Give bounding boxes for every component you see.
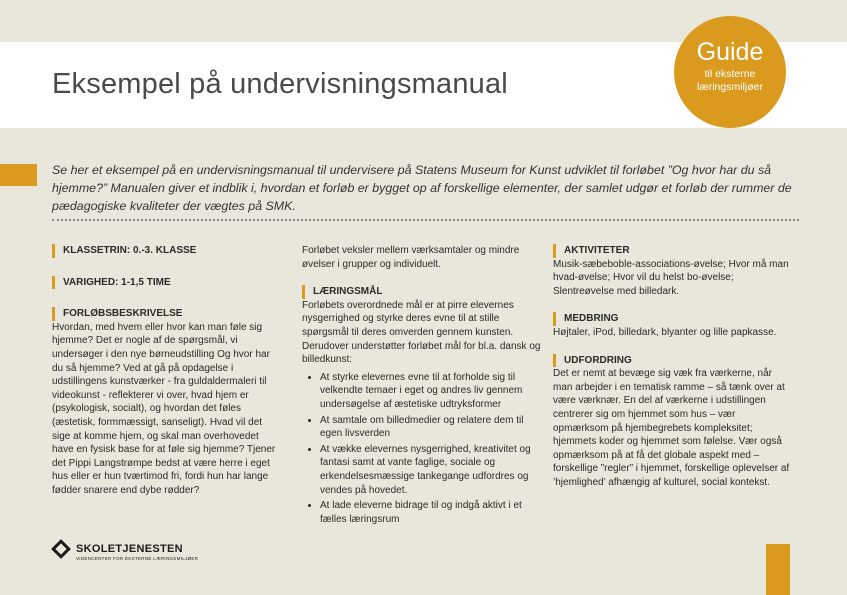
udfordring-text: Det er nemt at bevæge sig væk fra værkerne, når man arbejder i en tematisk ramme – så tænk over at være værknær. En del af værkerne i udstillingen centrerer sig om hjemmet som hus – vær opmærksom på hjembegrebets kompleksitet; hjemmets koder og hjemmet som følelse. Vær også opmærksom på at få det globale aspekt med – forskellige ”regler” i hjemmet, forskellige oplevelser af ’hjemlighed’ afhængig af kulturel, social kontekst. bbox=[553, 368, 790, 488]
list-item: • At samtale om billedmedier og relatere dem til egen livsverden bbox=[320, 414, 542, 441]
intro-text: Se her et eksempel på en undervisningsmanual til undervisere på Statens Museum for Kunst udviklet til forløbet ”Og hvor har du så hjemme?” Manualen giver et indblik i, hvordan et forløb er bygget op af forskellige elementer, der samlet udgør et forløb der rummer de pædagogiske kvaliteter der vægtes på SMK. bbox=[52, 163, 792, 213]
logo-subtitle: VIDENCENTER FOR EKSTERNE LÆRINGSMILJØER bbox=[76, 556, 199, 561]
laering-heading: LÆRINGSMÅL bbox=[302, 285, 542, 299]
column-2 bbox=[302, 244, 542, 528]
guide-badge bbox=[674, 16, 786, 128]
forloeb-heading: FORLØBSBESKRIVELSE bbox=[52, 307, 280, 321]
aktiviteter-heading: AKTIVITETER bbox=[553, 244, 793, 258]
col2-intro-text: Forløbet veksler mellem værksamtaler og mindre øvelser i grupper og individuelt. bbox=[302, 245, 520, 270]
logo-name: SKOLETJENESTEN bbox=[76, 543, 183, 555]
list-item: • At lade eleverne bidrage til og indgå aktivt i et fælles læringsrum bbox=[320, 499, 542, 526]
intro-accent-bar bbox=[0, 164, 37, 186]
forloeb-text: Hvordan, med hvem eller hvor kan man føle sig hjemme? Det er nogle af de spørgsmål, vi undersøger i den nye børneudstilling Og hvor har du så hjemme? Ved at gå på opdagelse i udstillingens kunstværker - fra guldaldermaleri til videokunst - reflekterer vi over, hvad hjem er (psykologisk, socialt), og hvordan det føles (æstetisk, formmæssigt, sanseligt). Hvad vil det sige at komme hjem, og skal man overhovedet have en fysisk base for at føle sig hjemme? Tjener det Pippi Langstrømpe bedst at være herre i eget hus eller er hun tværtimod fri, fordi hun har lange fødder snarere end dybe rødder? bbox=[52, 321, 276, 496]
badge-subtitle-1: til eksterne bbox=[704, 68, 756, 80]
logo-diamond-icon bbox=[51, 539, 71, 559]
column-1 bbox=[52, 244, 280, 498]
klassetrin-heading: KLASSETRIN: 0.-3. KLASSE bbox=[52, 244, 280, 258]
varighed-heading: VARIGHED: 1-1,5 TIME bbox=[52, 276, 280, 290]
udfordring-heading: UDFORDRING bbox=[553, 354, 793, 368]
list-item: • At styrke elevernes evne til at forholde sig til velkendte temaer i eget og andres liv gennem undersøgelse af æstetiske udtryksformer bbox=[320, 371, 542, 412]
aktiviteter-text: Musik-sæbeboble-associations-øvelse; Hvor må man hvad-øvelse; Hvor vil du helst bo-øvelse; Slentreøvelse med billedark. bbox=[553, 258, 789, 297]
dotted-divider bbox=[52, 219, 799, 221]
medbring-heading: MEDBRING bbox=[553, 312, 793, 326]
laering-text: Forløbets overordnede mål er at pirre elevernes nysgerrighed og styrke deres evne til at stille spørgsmål til deres omverden gennem kunsten. Derudover understøtter forløbet mål for bl.a. dansk og billedkunst: bbox=[302, 299, 541, 366]
page-title: Eksempel på undervisningsmanual bbox=[52, 68, 508, 100]
corner-accent-bar bbox=[766, 544, 790, 595]
badge-title: Guide bbox=[696, 38, 764, 66]
column-3 bbox=[553, 244, 793, 490]
badge-subtitle-2: læringsmiljøer bbox=[697, 81, 763, 93]
medbring-text: Højtaler, iPod, billedark, blyanter og lille papkasse. bbox=[553, 326, 777, 338]
laering-list bbox=[302, 371, 542, 527]
list-item: • At vække elevernes nysgerrighed, kreativitet og fantasi samt at vante faglige, sociale og erkendelsesmæssige tankegange udfordres og vendes på hovedet. bbox=[320, 443, 542, 497]
